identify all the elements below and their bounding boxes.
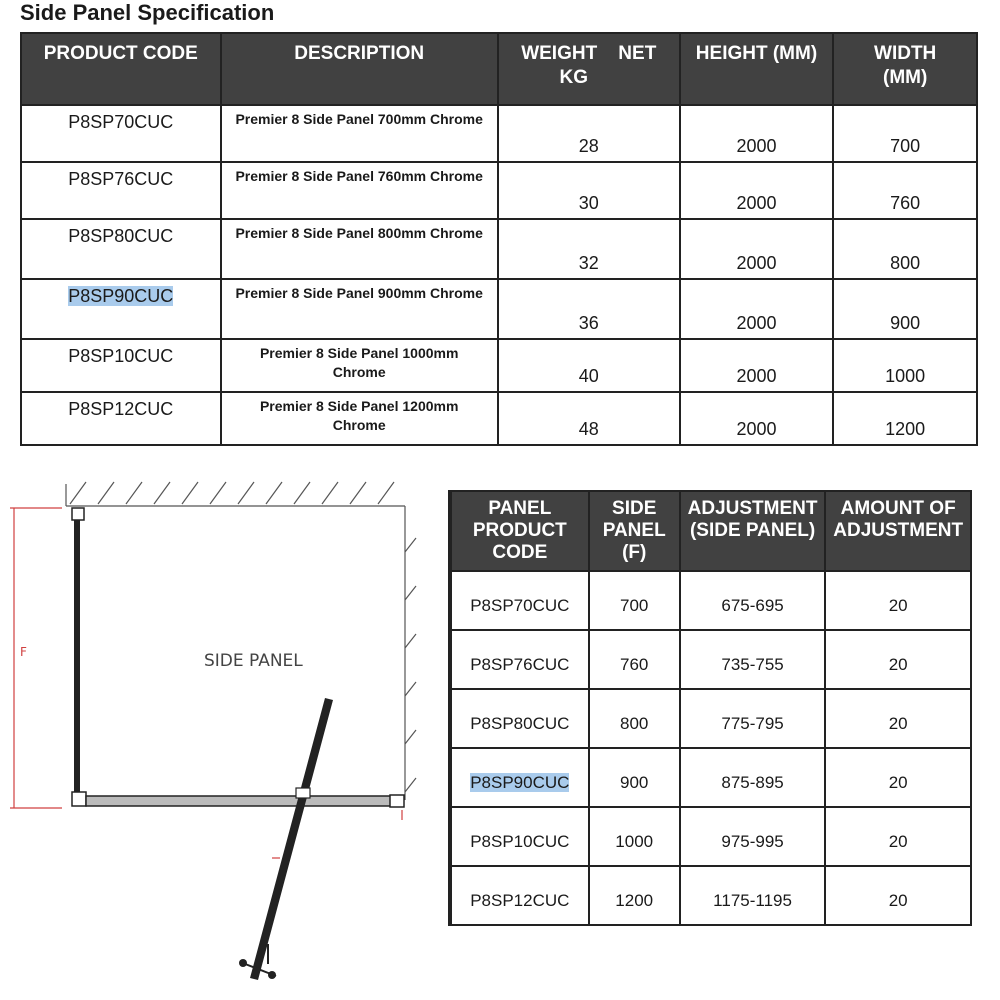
spec-code <box>21 279 221 339</box>
adjustment-row <box>450 630 971 689</box>
adj-side-panel: 760 <box>589 630 680 689</box>
spec-width: 760 <box>833 162 977 219</box>
spec-code: P8SP12CUC <box>21 392 221 445</box>
spec-description <box>221 162 498 219</box>
spec-code: P8SP76CUC <box>21 162 221 219</box>
spec-description-line1: Premier 8 Side Panel 760mm Chrome <box>235 168 483 184</box>
spec-description-line1: Premier 8 Side Panel 1200mm <box>259 398 459 414</box>
spec-height: 2000 <box>680 279 834 339</box>
adjustment-row <box>450 571 971 630</box>
spec-width: 900 <box>833 279 977 339</box>
top-wall-hatching <box>66 482 405 506</box>
spec-row <box>21 339 977 392</box>
adj-code: P8SP70CUC <box>450 571 589 630</box>
dimension-f-label: F <box>20 645 27 659</box>
adjustment-header-row <box>450 491 971 571</box>
header-side-panel-line2: PANEL <box>602 520 666 541</box>
spec-weight: 48 <box>498 392 680 445</box>
adjustment-row <box>450 807 971 866</box>
spec-height: 2000 <box>680 339 834 392</box>
spec-weight: 36 <box>498 279 680 339</box>
spec-width: 700 <box>833 105 977 162</box>
spec-code: P8SP10CUC <box>21 339 221 392</box>
spec-description-line1: Premier 8 Side Panel 1000mm <box>259 345 459 361</box>
spec-description <box>221 279 498 339</box>
adj-amount: 20 <box>825 630 971 689</box>
header-panel-product-code-line1: PANEL <box>488 498 552 519</box>
bottom-rail <box>86 795 404 807</box>
adj-adjustment: 735-755 <box>680 630 826 689</box>
adj-amount: 20 <box>825 866 971 925</box>
header-side-panel-line1: SIDE <box>612 498 657 519</box>
spec-description-line2: Chrome <box>332 364 386 380</box>
header-weight-line1: WEIGHT NET <box>521 43 657 64</box>
adjustment-table <box>448 490 972 926</box>
spec-width: 800 <box>833 219 977 279</box>
right-wall-hatching <box>405 506 416 800</box>
adjustment-row <box>450 866 971 925</box>
header-height: HEIGHT (MM) <box>680 33 834 105</box>
spec-code-highlighted: P8SP90CUC <box>68 286 174 306</box>
header-description: DESCRIPTION <box>221 33 498 105</box>
header-weight <box>498 33 680 105</box>
spec-description-line1: Premier 8 Side Panel 700mm Chrome <box>235 111 483 127</box>
adj-adjustment: 975-995 <box>680 807 826 866</box>
adj-code: P8SP76CUC <box>450 630 589 689</box>
header-panel-product-code-line3: CODE <box>492 542 548 563</box>
adj-side-panel: 800 <box>589 689 680 748</box>
spec-description <box>221 339 498 392</box>
adj-adjustment: 775-795 <box>680 689 826 748</box>
adjustment-row <box>450 689 971 748</box>
spec-row <box>21 162 977 219</box>
spec-row <box>21 219 977 279</box>
header-amount-line2: ADJUSTMENT <box>833 520 964 541</box>
spec-description <box>221 105 498 162</box>
adj-adjustment: 675-695 <box>680 571 826 630</box>
header-width <box>833 33 977 105</box>
spec-code: P8SP70CUC <box>21 105 221 162</box>
header-width-line1: WIDTH <box>874 43 937 64</box>
spec-table <box>20 32 978 446</box>
spec-height: 2000 <box>680 105 834 162</box>
header-panel-product-code <box>450 491 589 571</box>
adj-amount: 20 <box>825 571 971 630</box>
side-panel-glass <box>72 508 92 806</box>
header-adjustment-line2: (SIDE PANEL) <box>689 520 816 541</box>
spec-description <box>221 219 498 279</box>
spec-description-line1: Premier 8 Side Panel 900mm Chrome <box>235 285 483 301</box>
adj-side-panel: 700 <box>589 571 680 630</box>
spec-weight: 40 <box>498 339 680 392</box>
spec-weight: 32 <box>498 219 680 279</box>
adj-amount: 20 <box>825 748 971 807</box>
adj-adjustment: 875-895 <box>680 748 826 807</box>
header-side-panel-line3: (F) <box>622 542 647 563</box>
adj-amount: 20 <box>825 689 971 748</box>
header-panel-product-code-line2: PRODUCT <box>472 520 567 541</box>
header-amount-of-adjustment <box>825 491 971 571</box>
spec-header-row <box>21 33 977 105</box>
adj-code: P8SP80CUC <box>450 689 589 748</box>
spec-row <box>21 279 977 339</box>
side-panel-diagram <box>0 470 440 1000</box>
door-glass <box>239 698 333 980</box>
adjustment-row <box>450 748 971 807</box>
spec-height: 2000 <box>680 392 834 445</box>
page-title: Side Panel Specification <box>20 0 275 25</box>
header-side-panel <box>589 491 680 571</box>
spec-width: 1200 <box>833 392 977 445</box>
adj-side-panel: 900 <box>589 748 680 807</box>
spec-width: 1000 <box>833 339 977 392</box>
spec-description-line2: Chrome <box>332 417 386 433</box>
adj-code <box>450 748 589 807</box>
header-product-code: PRODUCT CODE <box>21 33 221 105</box>
side-panel-label: SIDE PANEL <box>204 651 303 671</box>
spec-height: 2000 <box>680 162 834 219</box>
header-adjustment-line1: ADJUSTMENT <box>687 498 818 519</box>
spec-weight: 28 <box>498 105 680 162</box>
header-amount-line1: AMOUNT OF <box>840 498 956 519</box>
spec-description <box>221 392 498 445</box>
header-width-line2: (MM) <box>883 67 928 88</box>
adj-side-panel: 1000 <box>589 807 680 866</box>
adj-code: P8SP10CUC <box>450 807 589 866</box>
spec-row <box>21 392 977 445</box>
spec-weight: 30 <box>498 162 680 219</box>
adj-adjustment: 1175-1195 <box>680 866 826 925</box>
adj-amount: 20 <box>825 807 971 866</box>
adj-code: P8SP12CUC <box>450 866 589 925</box>
spec-row <box>21 105 977 162</box>
spec-code: P8SP80CUC <box>21 219 221 279</box>
header-adjustment <box>680 491 826 571</box>
spec-height: 2000 <box>680 219 834 279</box>
header-weight-line2: KG <box>559 67 589 88</box>
adj-side-panel: 1200 <box>589 866 680 925</box>
spec-description-line1: Premier 8 Side Panel 800mm Chrome <box>235 225 483 241</box>
adj-code-highlighted: P8SP90CUC <box>470 773 570 792</box>
